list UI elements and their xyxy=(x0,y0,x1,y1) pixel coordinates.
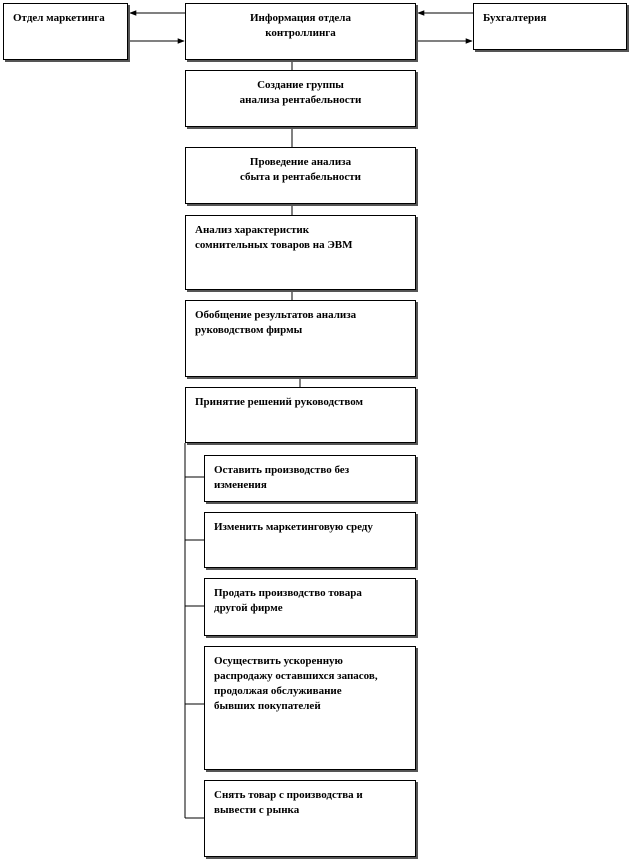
controlling-info-label: Информация отдела контроллинга xyxy=(250,12,351,39)
marketing-department-label: Отдел маркетинга xyxy=(13,12,105,24)
generalization-label: Обобщение результатов анализа руководством фирмы xyxy=(195,309,357,336)
controlling-info-box xyxy=(185,3,416,60)
option-accelerated-sale-box xyxy=(204,646,416,770)
decision-label: Принятие решений руководством xyxy=(195,396,364,408)
option-keep-production-box xyxy=(204,455,416,502)
option-keep-production-label: Оставить производство без изменения xyxy=(214,464,350,491)
generalization-box xyxy=(185,300,416,377)
option-change-environment-box xyxy=(204,512,416,568)
group-creation-label: Создание группы анализа рентабельности xyxy=(239,79,362,106)
option-withdraw-product-label: Снять товар с производства и вывести с рынка xyxy=(214,789,363,816)
group-creation-box xyxy=(185,70,416,127)
decision-box xyxy=(185,387,416,443)
characteristics-analysis-label: Анализ характеристик сомнительных товаров на ЭВМ xyxy=(195,224,353,251)
sales-analysis-label: Проведение анализа сбыта и рентабельности xyxy=(239,156,362,183)
marketing-department-box xyxy=(3,3,128,60)
option-accelerated-sale-label: Осуществить ускоренную распродажу оставшихся запасов, продолжая обслуживание бывших покупателей xyxy=(214,655,378,712)
accounting-label: Бухгалтерия xyxy=(483,12,547,24)
option-change-environment-label: Изменить маркетинговую среду xyxy=(214,521,373,533)
accounting-box xyxy=(473,3,627,50)
sales-analysis-box xyxy=(185,147,416,204)
option-sell-production-label: Продать производство товара другой фирме xyxy=(214,587,362,614)
option-sell-production-box xyxy=(204,578,416,636)
option-withdraw-product-box xyxy=(204,780,416,857)
characteristics-analysis-box xyxy=(185,215,416,290)
